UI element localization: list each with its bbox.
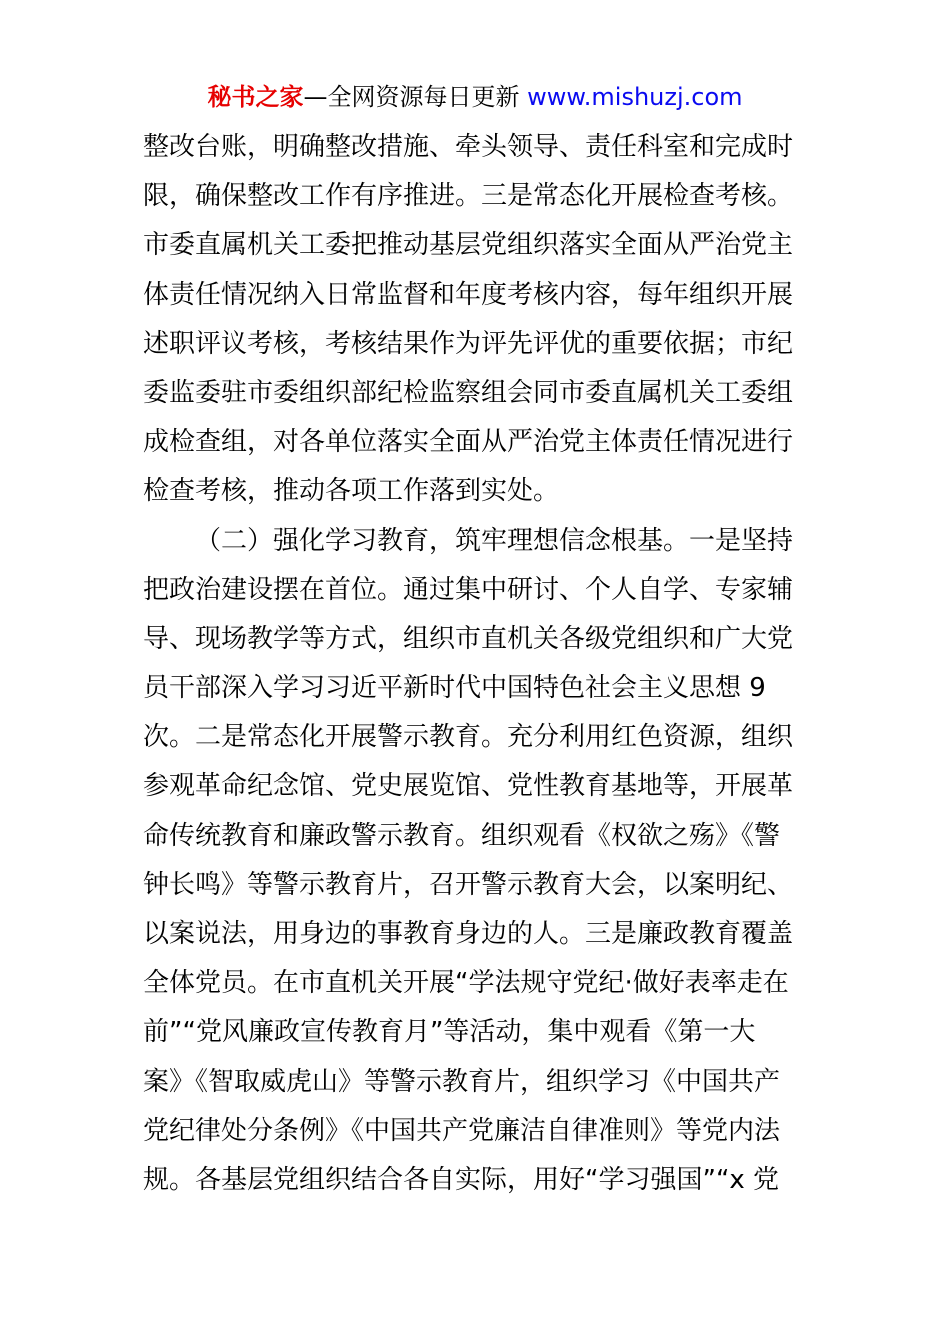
text-line: 钟长鸣》等警示教育片，召开警示教育大会，以案明纪、: [143, 869, 794, 900]
site-url-link[interactable]: www.mishuzj.com: [527, 83, 743, 111]
text-line: 委监委驻市委组织部纪检监察组会同市委直属机关工委组: [143, 377, 794, 408]
text-line: 员干部深入学习习近平新时代中国特色社会主义思想 9: [143, 673, 766, 704]
text-line: 案》《智取威虎山》等警示教育片，组织学习《中国共产: [143, 1066, 781, 1097]
text-line: 以案说法，用身边的事教育身边的人。三是廉政教育覆盖: [143, 919, 794, 949]
text-line: 党纪律处分条例》《中国共产党廉洁自律准则》等党内法: [143, 1115, 781, 1146]
document-body: [143, 123, 823, 1205]
text-line: 命传统教育和廉政警示教育。组织观看《权欲之殇》《警: [143, 820, 781, 851]
text-line: 规。各基层党组织结合各自实际，用好“学习强国”“x 党: [143, 1164, 780, 1195]
text-line: 前”“党风廉政宣传教育月”等活动，集中观看《第一大: [143, 1017, 756, 1048]
text-line: 成检查组，对各单位落实全面从严治党主体责任情况进行: [143, 427, 794, 458]
page-header: [0, 80, 950, 114]
text-line: 市委直属机关工委把推动基层党组织落实全面从严治党主: [143, 230, 794, 261]
text-line: 检查考核，推动各项工作落到实处。: [143, 476, 560, 507]
header-tagline: —全网资源每日更新: [303, 83, 520, 111]
text-line: 体责任情况纳入日常监督和年度考核内容，每年组织开展: [143, 279, 794, 310]
text-line: 把政治建设摆在首位。通过集中研讨、个人自学、专家辅: [143, 574, 794, 605]
text-line: 导、现场教学等方式，组织市直机关各级党组织和广大党: [143, 623, 794, 654]
section-heading-line: （二）强化学习教育，筑牢理想信念根基。一是坚持: [195, 525, 794, 556]
text-line: 整改台账，明确整改措施、牵头领导、责任科室和完成时: [143, 132, 794, 162]
brand-name: 秘书之家: [207, 83, 304, 111]
text-line: 全体党员。在市直机关开展“学法规守党纪·做好表率走在: [143, 968, 789, 999]
text-line: 参观革命纪念馆、党史展览馆、党性教育基地等，开展革: [143, 771, 794, 802]
text-line: 次。二是常态化开展警示教育。充分利用红色资源，组织: [143, 722, 794, 753]
text-line: 限，确保整改工作有序推进。三是常态化开展检查考核。: [143, 181, 794, 212]
text-line: 述职评议考核，考核结果作为评先评优的重要依据；市纪: [143, 328, 794, 359]
